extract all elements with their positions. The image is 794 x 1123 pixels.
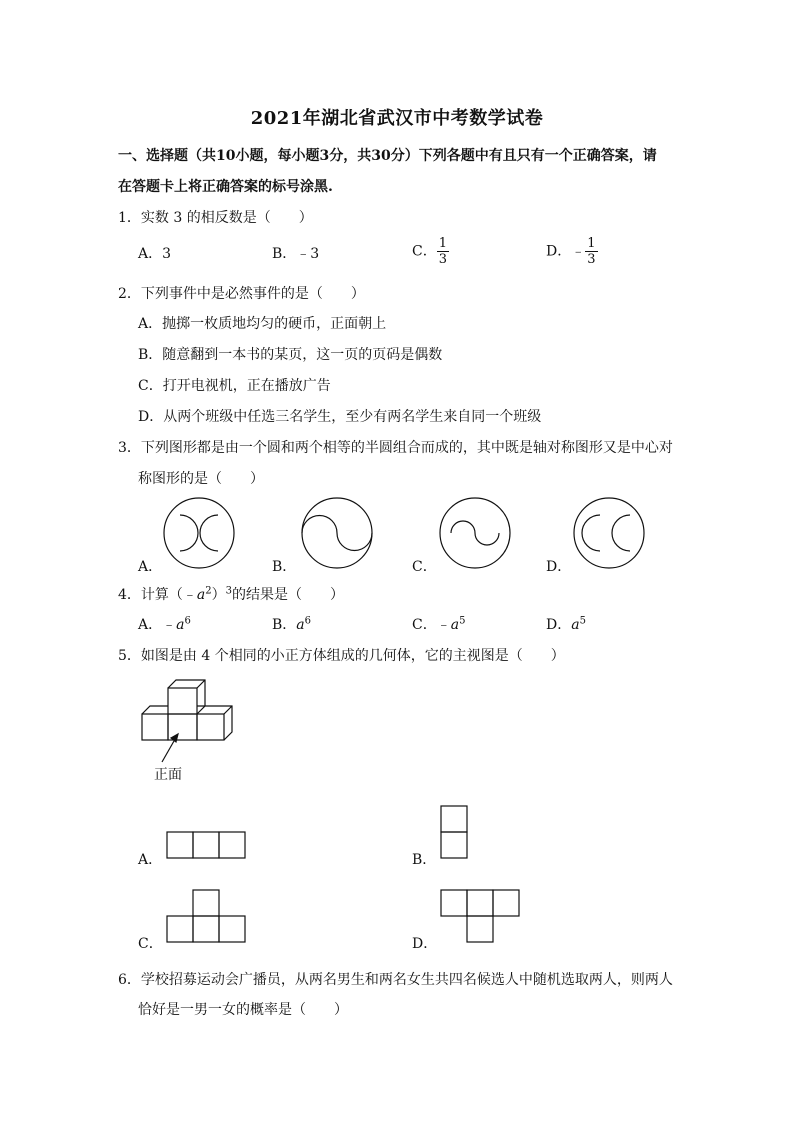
q4-option-a-exp: 6 (184, 615, 191, 627)
q3-figure-d-left-arc (582, 515, 600, 551)
q2-option-c: C．打开电视机，正在播放广告 (138, 378, 331, 394)
q6-stem-line1: 6．学校招募运动会广播员，从两名男生和两名女生共四名候选人中随机选取两人，则两人 (118, 972, 673, 988)
q4-option-d (546, 614, 586, 634)
q5-bottom-cube-middle (168, 714, 197, 740)
q3-figure-a-left-arc (180, 515, 198, 551)
q5-bottom-cube-right (197, 714, 224, 740)
q5-option-a: A． (138, 852, 163, 868)
q5-c-square-3 (219, 916, 245, 942)
q4-stem-post: 的结果是（ ） (232, 587, 345, 603)
q1-option-d-prefix: D．﹣ (546, 243, 586, 260)
q1-option-c-denominator: 3 (438, 252, 447, 267)
q1-option-a: A．3 (138, 246, 172, 262)
q4-option-d-prefix: D． (546, 617, 572, 633)
q5-a-square-2 (193, 832, 219, 858)
q3-figure-b-s-curve (302, 516, 372, 551)
q1-option-d (546, 236, 598, 267)
q4-stem-pre: 4．计算（﹣ (118, 587, 197, 603)
q1-option-c-numerator: 1 (438, 236, 447, 251)
exam-title: 2021年湖北省武汉市中考数学试卷 (250, 108, 544, 129)
q4-option-b (272, 614, 311, 634)
q4-option-b-exp: 6 (304, 615, 312, 627)
q3-figure-c (438, 496, 512, 570)
q4-option-d-base: a (571, 617, 580, 633)
q4-option-a-prefix: A．﹣ (138, 617, 177, 633)
q5-d-square-1 (441, 890, 467, 916)
q5-option-b-figure (440, 805, 468, 859)
q3-figure-a-circle (164, 498, 234, 568)
q1-stem: 1．实数 3 的相反数是（ ） (118, 210, 313, 226)
q3-stem-line2: 称图形的是（ ） (138, 471, 264, 487)
q5-d-square-3 (493, 890, 519, 916)
q5-c-square-top (193, 890, 219, 916)
q4-option-a-base: a (176, 617, 185, 633)
q4-stem-inner-exp: 2 (205, 585, 212, 597)
q3-figure-a (162, 496, 236, 570)
q3-option-d: D． (546, 559, 572, 575)
q4-option-b-base: a (296, 617, 305, 633)
q2-option-d: D．从两个班级中任选三名学生，至少有两名学生来自同一个班级 (138, 409, 542, 425)
q3-figure-c-s-curve (451, 521, 499, 545)
q5-a-square-3 (219, 832, 245, 858)
q5-option-a-figure (166, 831, 246, 859)
q5-top-cube-face (168, 688, 197, 714)
q5-solid-figure (140, 678, 240, 748)
q5-d-square-bottom (467, 916, 493, 942)
q5-bottom-cube-left (142, 714, 168, 740)
q5-a-square-1 (167, 832, 193, 858)
q1-option-c-prefix: C． (412, 243, 437, 260)
q1-option-d-fraction (585, 236, 597, 267)
q4-option-c-base: a (450, 617, 460, 633)
q5-top-cube-depth (168, 680, 205, 714)
q4-option-b-prefix: B． (272, 617, 297, 633)
section-heading-line1: 一、选择题（共10小题，每小题3分，共30分）下列各题中有且只有一个正确答案，请 (118, 148, 657, 164)
q1-option-c (412, 236, 449, 267)
q2-option-b: B．随意翻到一本书的某页，这一页的页码是偶数 (138, 347, 443, 363)
q5-option-d: D． (412, 936, 438, 952)
q1-option-d-denominator: 3 (587, 252, 596, 267)
q5-front-label: 正面 (154, 767, 182, 783)
q4-option-c-exp: 5 (459, 615, 466, 627)
q1-option-b: B．﹣3 (272, 246, 320, 262)
q2-option-a: A．抛掷一枚质地均匀的硬币，正面朝上 (138, 316, 387, 332)
q3-figure-a-right-arc (200, 515, 218, 551)
q5-c-square-1 (167, 916, 193, 942)
q4-option-c (412, 614, 465, 634)
q3-stem-line1: 3．下列图形都是由一个圆和两个相等的半圆组合而成的，其中既是轴对称图形又是中心对 (118, 440, 673, 456)
q4-option-d-exp: 5 (579, 615, 586, 627)
q3-figure-d-right-arc (612, 515, 630, 551)
q5-d-square-2 (467, 890, 493, 916)
q5-option-b: B． (412, 852, 437, 868)
q5-option-d-figure (440, 889, 520, 943)
q5-b-square-1 (441, 806, 467, 832)
q5-option-c: C． (138, 936, 163, 952)
q3-option-c: C． (412, 559, 437, 575)
q3-figure-d (572, 496, 646, 570)
q6-stem-line2: 恰好是一男一女的概率是（ ） (138, 1002, 348, 1018)
q1-option-c-fraction (437, 236, 449, 267)
q4-option-c-prefix: C．﹣ (412, 617, 451, 633)
q3-figure-b (300, 496, 374, 570)
q4-stem-close: ） (211, 587, 226, 603)
q4-stem-outer-exp: 3 (225, 585, 233, 597)
q4-stem-base: a (196, 587, 206, 603)
q3-figure-d-circle (574, 498, 644, 568)
q5-c-square-2 (193, 916, 219, 942)
q2-stem: 2．下列事件中是必然事件的是（ ） (118, 286, 365, 302)
q4-option-a (138, 614, 191, 634)
q5-b-square-2 (441, 832, 467, 858)
q4-stem (118, 584, 344, 604)
q5-stem: 5．如图是由 4 个相同的小正方体组成的几何体，它的主视图是（ ） (118, 648, 565, 664)
q5-option-c-figure (166, 889, 246, 943)
q5-front-arrow-head (171, 734, 178, 742)
q3-option-b: B． (272, 559, 297, 575)
q5-bottom-depth (142, 706, 232, 740)
q3-option-a: A． (138, 559, 163, 575)
section-heading-line2: 在答题卡上将正确答案的标号涂黑. (118, 179, 333, 195)
q1-option-d-numerator: 1 (587, 236, 596, 251)
